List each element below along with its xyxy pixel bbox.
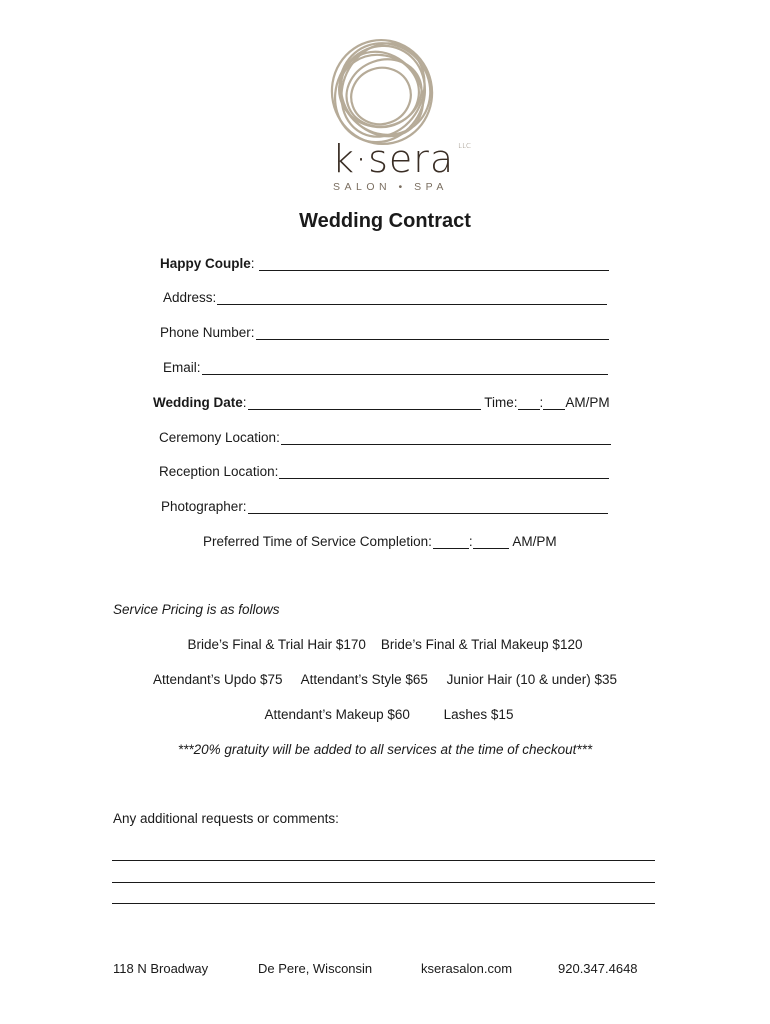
ceremony-line[interactable] bbox=[281, 430, 611, 445]
preferred-hour-line[interactable] bbox=[433, 534, 469, 549]
email-field[interactable] bbox=[163, 360, 608, 375]
address-line[interactable] bbox=[217, 290, 607, 305]
pricing-heading: Service Pricing is as follows bbox=[113, 602, 280, 617]
preferred-ampm: AM/PM bbox=[512, 534, 557, 549]
email-label: Email: bbox=[163, 360, 201, 375]
wedding-date-line[interactable] bbox=[248, 395, 481, 410]
time-label: Time: bbox=[484, 395, 518, 410]
address-label: Address: bbox=[163, 290, 217, 305]
pricing-row-3: Attendant’s Makeup $60 Lashes $15 bbox=[264, 707, 514, 722]
preferred-time-field[interactable] bbox=[203, 534, 557, 549]
pricing-row-1: Bride’s Final & Trial Hair $170 Bride’s Final & Trial Makeup $120 bbox=[187, 637, 583, 652]
reception-label: Reception Location: bbox=[159, 464, 279, 479]
footer-phone: 920.347.4648 bbox=[558, 961, 638, 976]
comment-line-2[interactable] bbox=[112, 882, 655, 883]
brand-name: k·sera $^{LLC}$ bbox=[332, 137, 471, 181]
footer-city: De Pere, Wisconsin bbox=[258, 961, 373, 976]
photographer-line[interactable] bbox=[248, 499, 608, 514]
page-title: Wedding Contract bbox=[299, 210, 471, 232]
brand-tagline: SALON • SPA bbox=[333, 181, 448, 193]
footer-website[interactable]: kserasalon.com bbox=[421, 961, 513, 976]
time-separator: : bbox=[539, 395, 544, 410]
reception-field[interactable] bbox=[159, 464, 609, 479]
footer-address: 118 N Broadway bbox=[113, 961, 209, 976]
happy-couple-field[interactable]: Happy Couple : bbox=[160, 256, 609, 271]
phone-label: Phone Number: bbox=[160, 325, 255, 340]
happy-couple-label: Happy Couple bbox=[160, 256, 251, 271]
wedding-date-field[interactable]: Wedding Date : Time: : AM/PM bbox=[153, 395, 610, 410]
preferred-minute-line[interactable] bbox=[473, 534, 509, 549]
comments-label: Any additional requests or comments: bbox=[113, 811, 339, 826]
ceremony-label: Ceremony Location: bbox=[159, 430, 280, 445]
preferred-time-label: Preferred Time of Service Completion: bbox=[203, 534, 432, 549]
happy-couple-line[interactable] bbox=[259, 256, 609, 271]
time-minute-line[interactable] bbox=[543, 395, 565, 410]
time-hour-line[interactable] bbox=[518, 395, 540, 410]
time-ampm: AM/PM bbox=[565, 395, 610, 410]
preferred-separator: : bbox=[468, 534, 473, 549]
photographer-field[interactable] bbox=[161, 499, 608, 514]
phone-field[interactable] bbox=[160, 325, 609, 340]
gratuity-note: ***20% gratuity will be added to all services at the time of checkout*** bbox=[177, 742, 593, 757]
pricing-row-2: Attendant’s Updo $75 Attendant’s Style $65 Junior Hair (10 & under) $35 bbox=[152, 672, 618, 687]
comment-line-1[interactable] bbox=[112, 860, 655, 861]
wedding-date-label: Wedding Date bbox=[153, 395, 243, 410]
scribble-circle-logo-icon bbox=[325, 34, 439, 150]
email-line[interactable] bbox=[202, 360, 608, 375]
phone-line[interactable] bbox=[256, 325, 609, 340]
reception-line[interactable] bbox=[279, 464, 609, 479]
comment-line-3[interactable] bbox=[112, 903, 655, 904]
photographer-label: Photographer: bbox=[161, 499, 247, 514]
ceremony-field[interactable] bbox=[159, 430, 611, 445]
address-field[interactable] bbox=[163, 290, 607, 305]
llc-mark: LLC bbox=[458, 142, 471, 150]
